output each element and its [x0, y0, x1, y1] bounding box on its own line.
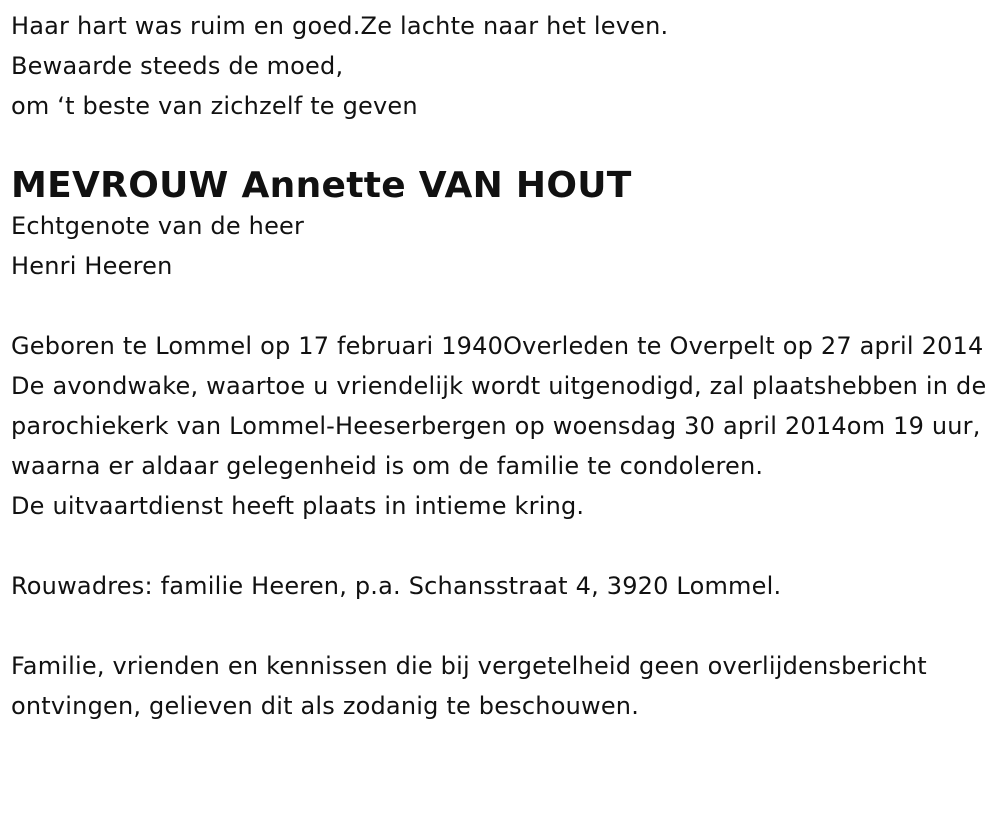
funeral-details: De uitvaartdienst heeft plaats in intieme kring. [11, 492, 585, 520]
poem-line-2: Bewaarde steeds de moed, [11, 52, 344, 80]
spacer [11, 126, 993, 166]
birth-death-dates: Geboren te Lommel op 17 februari 1940Overleden te Overpelt op 27 april 2014 [11, 332, 984, 360]
relation-line-2: Henri Heeren [11, 252, 173, 280]
wake-details: De avondwake, waartoe u vriendelijk wordt uitgenodigd, zal plaatshebben in de parochiekerk van Lommel-Heeserbergen op woensdag 30 april 2014om 19 uur, waarna er aldaar gelegenheid is om de familie te condoleren. [11, 372, 987, 480]
spacer [11, 606, 993, 646]
deceased-name: MEVROUW Annette VAN HOUT [11, 165, 632, 206]
mourning-address: Rouwadres: familie Heeren, p.a. Schansstraat 4, 3920 Lommel. [11, 572, 782, 600]
poem-line-3: om ‘t beste van zichzelf te geven [11, 92, 418, 120]
poem-line-1: Haar hart was ruim en goed.Ze lachte naar het leven. [11, 12, 669, 40]
obituary-notice [11, 6, 993, 726]
closing-note: Familie, vrienden en kennissen die bij vergetelheid geen overlijdensbericht ontvingen, gelieven dit als zodanig te beschouwen. [11, 652, 927, 720]
relation-line-1: Echtgenote van de heer [11, 212, 305, 240]
spacer [11, 526, 993, 566]
spacer [11, 286, 993, 326]
